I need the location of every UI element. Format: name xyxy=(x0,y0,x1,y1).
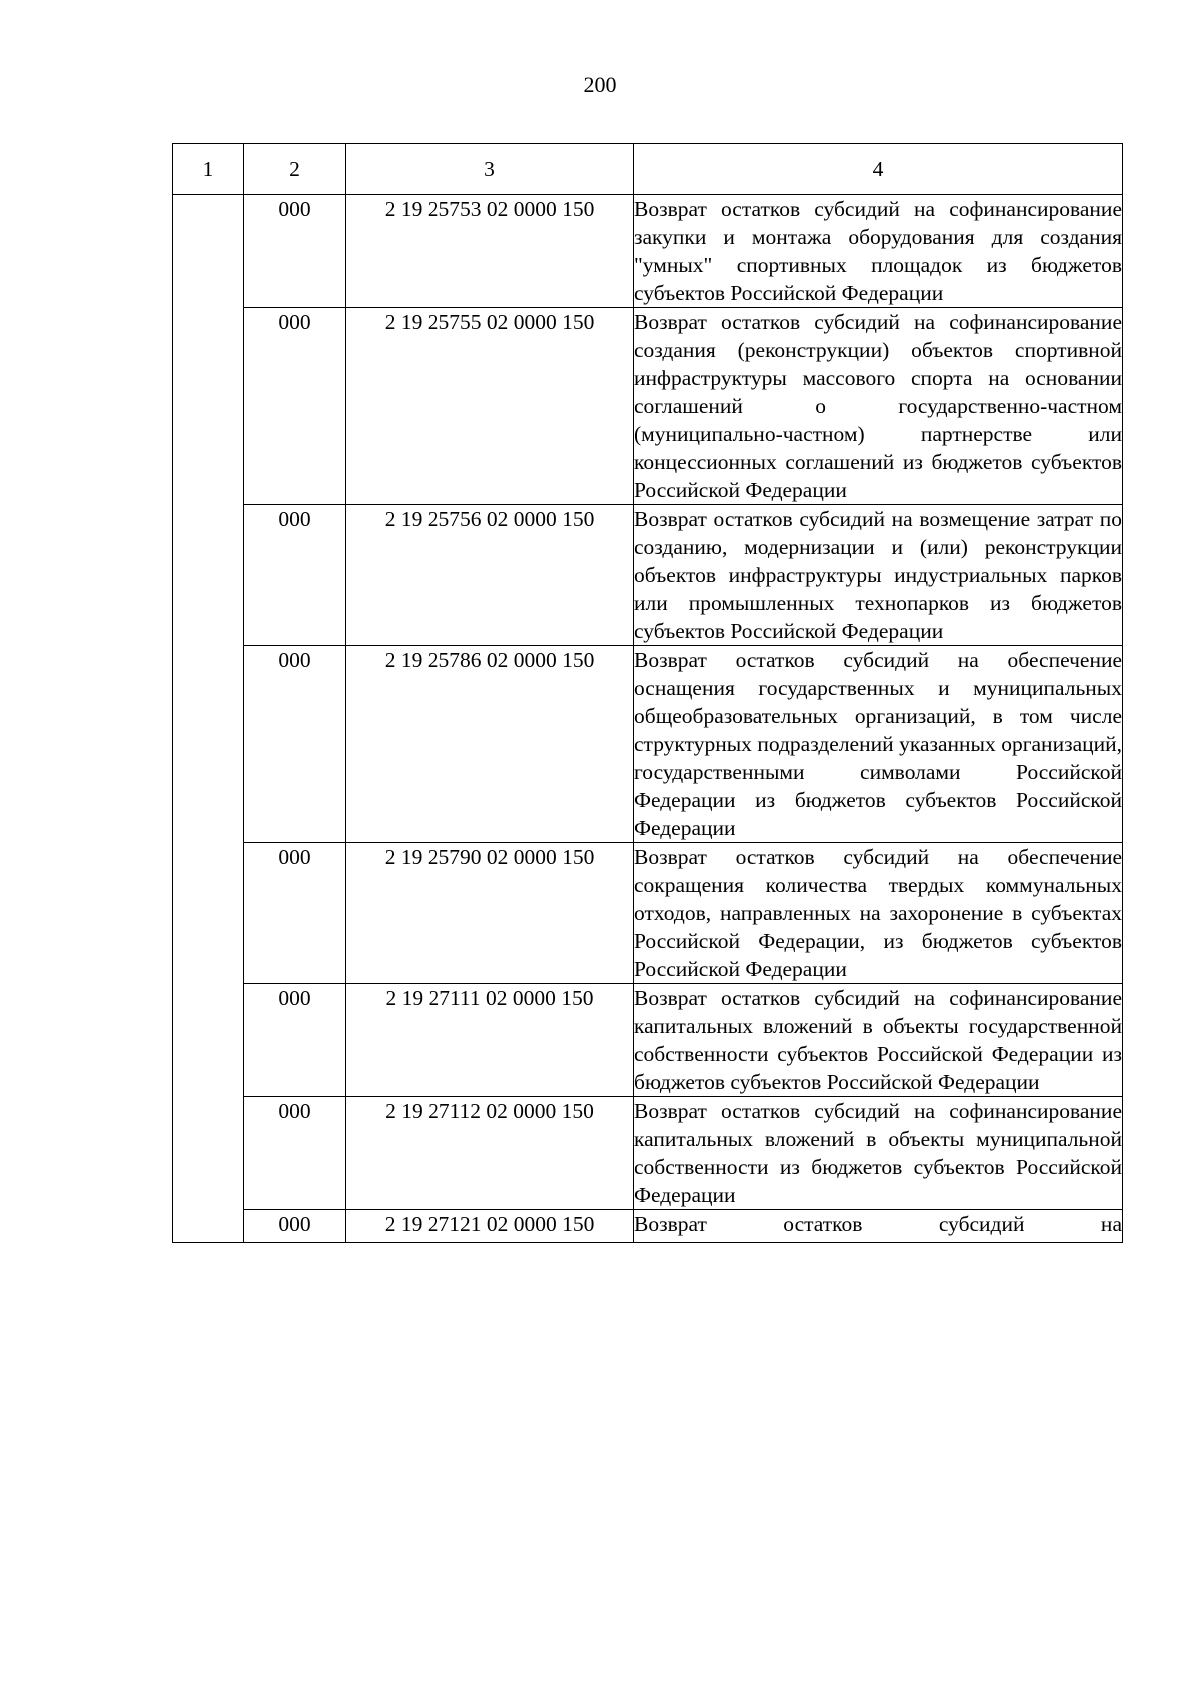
admin-code-cell: 000 xyxy=(244,195,346,308)
description-cell: Возврат остатков субсидий на обеспечение сокращения количества твердых коммунальных отходов, направленных на захоронение в субъектах Российской Федерации, из бюджетов субъектов Российской Федерации xyxy=(634,843,1123,984)
description-cell: Возврат остатков субсидий на возмещение затрат по созданию, модернизации и (или) реконструкции объектов инфраструктуры индустриальных парков или промышленных технопарков из бюджетов субъектов Российской Федерации xyxy=(634,505,1123,646)
kbk-code-cell: 2 19 27112 02 0000 150 xyxy=(346,1097,634,1210)
kbk-code-cell: 2 19 25755 02 0000 150 xyxy=(346,308,634,505)
admin-code-cell: 000 xyxy=(244,1097,346,1210)
admin-code-cell: 000 xyxy=(244,308,346,505)
table-row xyxy=(173,1210,1123,1243)
description-cell: Возврат остатков субсидий на софинансирование закупки и монтажа оборудования для создания "умных" спортивных площадок из бюджетов субъектов Российской Федерации xyxy=(634,195,1123,308)
table-row xyxy=(173,195,1123,308)
admin-code-cell: 000 xyxy=(244,1210,346,1243)
budget-classification-table xyxy=(172,143,1123,1243)
table-row xyxy=(173,1097,1123,1210)
kbk-code-cell: 2 19 27121 02 0000 150 xyxy=(346,1210,634,1243)
kbk-code-cell: 2 19 25753 02 0000 150 xyxy=(346,195,634,308)
table-row xyxy=(173,984,1123,1097)
kbk-code-cell: 2 19 25756 02 0000 150 xyxy=(346,505,634,646)
column-1-empty-cell xyxy=(173,195,244,1243)
column-header-1: 1 xyxy=(173,144,244,195)
description-cell: Возврат остатков субсидий на софинансирование создания (реконструкции) объектов спортивной инфраструктуры массового спорта на основании соглашений о государственно-частном (муниципально-частном) партнерстве или концессионных соглашений из бюджетов субъектов Российской Федерации xyxy=(634,308,1123,505)
column-header-3: 3 xyxy=(346,144,634,195)
table-row xyxy=(173,843,1123,984)
table-header-row xyxy=(173,144,1123,195)
column-header-4: 4 xyxy=(634,144,1123,195)
kbk-code-cell: 2 19 25790 02 0000 150 xyxy=(346,843,634,984)
admin-code-cell: 000 xyxy=(244,646,346,843)
admin-code-cell: 000 xyxy=(244,984,346,1097)
description-cell: Возврат остатков субсидий на обеспечение оснащения государственных и муниципальных общеобразовательных организаций, в том числе структурных подразделений указанных организаций, государственными символами Российской Федерации из бюджетов субъектов Российской Федерации xyxy=(634,646,1123,843)
admin-code-cell: 000 xyxy=(244,843,346,984)
description-cell: Возврат остатков субсидий на софинансирование капитальных вложений в объекты муниципальной собственности из бюджетов субъектов Российской Федерации xyxy=(634,1097,1123,1210)
column-header-2: 2 xyxy=(244,144,346,195)
description-cell: Возврат остатков субсидий на софинансирование капитальных вложений в объекты государственной собственности субъектов Российской Федерации из бюджетов субъектов Российской Федерации xyxy=(634,984,1123,1097)
admin-code-cell: 000 xyxy=(244,505,346,646)
kbk-code-cell: 2 19 25786 02 0000 150 xyxy=(346,646,634,843)
table-row xyxy=(173,646,1123,843)
table-row xyxy=(173,308,1123,505)
page-number: 200 xyxy=(583,72,617,97)
table-row xyxy=(173,505,1123,646)
description-cell: Возврат остатков субсидий на xyxy=(634,1210,1123,1243)
kbk-code-cell: 2 19 27111 02 0000 150 xyxy=(346,984,634,1097)
